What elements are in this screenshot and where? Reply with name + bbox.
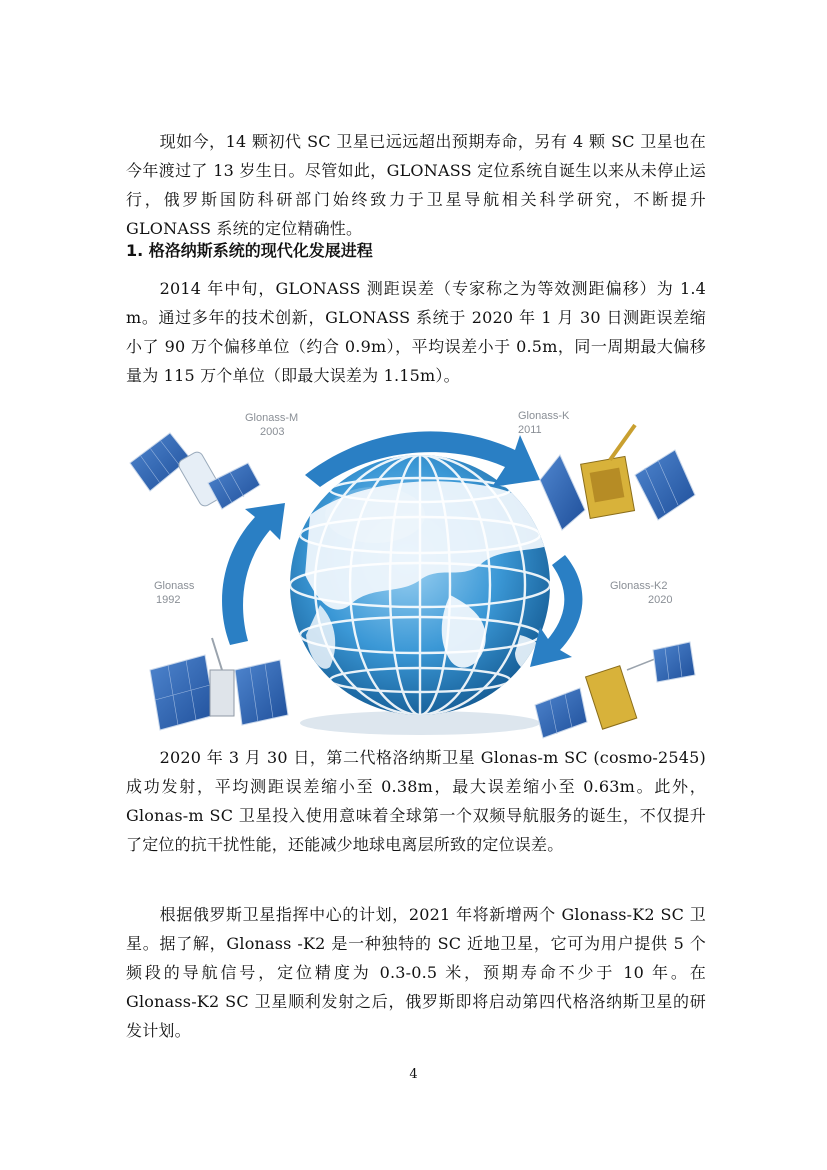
- satellite-glonass-m-icon: [130, 433, 260, 509]
- label-glonass-m-name: Glonass-M: [245, 412, 299, 424]
- paragraph-ranging-error: 2014 年中旬，GLONASS 测距误差（专家称之为等效测距偏移）为 1.4 m。通过多年的技术创新，GLONASS 系统于 2020 年 1 月 30 日测距误差缩小了 90 万个偏移单位（约合 0.9m），平均误差小于 0.5m，同一周期最大偏移量为 115 万个单位（即最大误差为 1.15m）。: [126, 279, 706, 385]
- glonass-evolution-figure: [120, 405, 710, 745]
- label-glonass-k-year: 2011: [518, 424, 542, 436]
- arrow-left-icon: [222, 503, 285, 645]
- label-glonass-name: Glonass: [154, 580, 195, 592]
- label-glonass-k-name: Glonass-K: [518, 410, 570, 422]
- paragraph-glonas-m-launch: 2020 年 3 月 30 日，第二代格洛纳斯卫星 Glonas-m SC (cosmo-2545)成功发射，平均测距误差缩小至 0.38m，最大误差缩小至 0.63m。此外，Glonas-m SC 卫星投入使用意味着全球第一个双频导航服务的诞生，不仅提升了定位的抗干扰性能，还能减少地球电离层所致的定位误差。: [126, 748, 706, 854]
- label-glonass-k2-year: 2020: [648, 594, 673, 606]
- paragraph-glonass-k2-plan: 根据俄罗斯卫星指挥中心的计划，2021 年将新增两个 Glonass-K2 SC 卫星。据了解，Glonass -K2 是一种独特的 SC 近地卫星，它可为用户提供 5 个频段的导航信号，定位精度为 0.3-0.5 米，预期寿命不少于 10 年。在 Glonass-K2 SC 卫星顺利发射之后，俄罗斯即将启动第四代格洛纳斯卫星的研发计划。: [126, 905, 706, 1040]
- label-glonass-year: 1992: [156, 594, 181, 606]
- label-glonass-k2-name: Glonass-K2: [610, 580, 668, 592]
- globe-icon: [290, 455, 560, 735]
- globe-diagram: [120, 405, 710, 745]
- satellite-glonass-k-icon: [540, 425, 695, 530]
- label-glonass-m-year: 2003: [260, 426, 285, 438]
- satellite-glonass-icon: [150, 638, 288, 730]
- paragraph-intro: 现如今，14 颗初代 SC 卫星已远远超出预期寿命，另有 4 颗 SC 卫星也在今年渡过了 13 岁生日。尽管如此，GLONASS 定位系统自诞生以来从未停止运行，俄罗斯国防科研部门始终致力于卫星导航相关科学研究，不断提升 GLONASS 系统的定位精确性。: [126, 132, 706, 238]
- page-number: 4: [409, 1067, 418, 1082]
- section-heading: 1. 格洛纳斯系统的现代化发展进程: [126, 241, 373, 260]
